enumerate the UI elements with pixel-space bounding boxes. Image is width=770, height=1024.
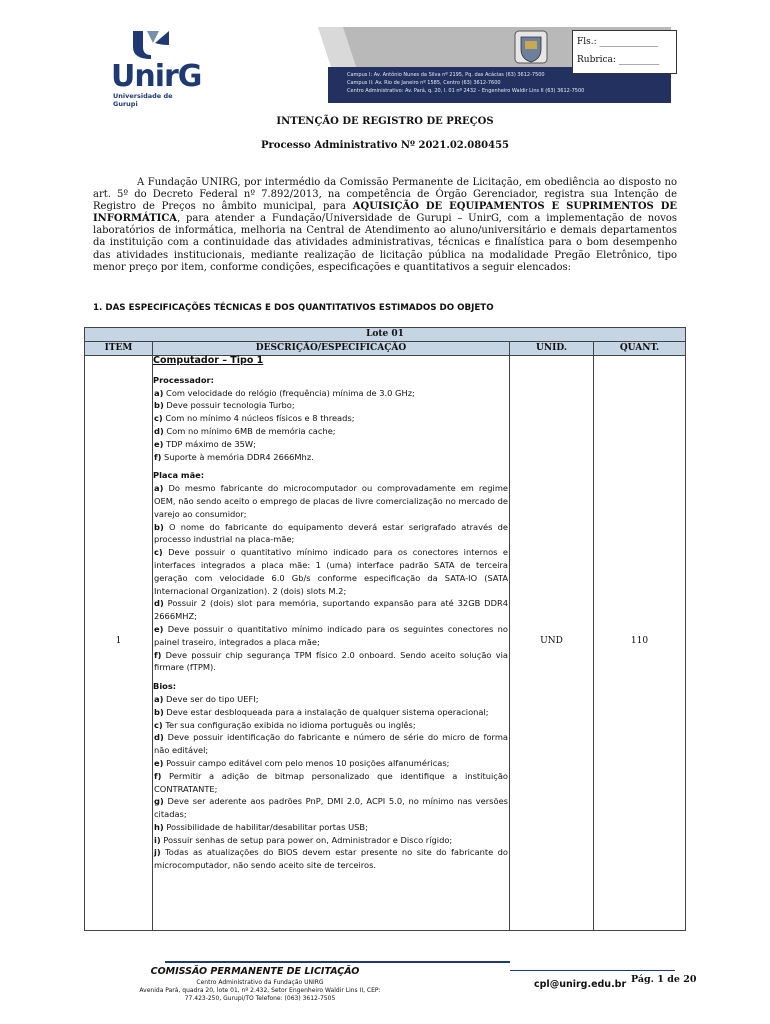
spec-item-key: d) (154, 425, 164, 436)
footer-line-1: Centro Administrativo da Fundação UNIRG (196, 979, 324, 986)
bios-heading: Bios: (153, 681, 177, 692)
spec-item-text: TDP máximo de 35W; (166, 438, 256, 449)
spec-item-key: d) (154, 732, 164, 743)
spec-item-key: b) (154, 521, 164, 532)
spec-item-text: Possibilidade de habilitar/desabilitar portas USB; (166, 821, 368, 832)
spec-item-text: Deve possuir o quantitativo mínimo indicado para os conectores internos e interfaces integrados a placa mãe: 1 (uma) interface padrão SATA de terceira geração com velocidade 6.0 Gb/s conforme especificação da SATA-IO (SATA Internacional Organization). 2 (dois) slots M.2; (154, 547, 508, 596)
footer-email: cpl@unirg.edu.br (534, 979, 627, 990)
unirg-logo (101, 29, 202, 108)
processor-spec-item (153, 438, 508, 451)
footer-line-3: 77.423-250, Gurupi/TO Telefone: (063) 3612-7505 (184, 995, 336, 1002)
item-number-cell: 1 (115, 636, 122, 646)
spec-item-text: Possuir campo editável com pelo menos 10 posições alfanuméricas; (166, 757, 450, 768)
spec-item-text: Deve ser do tipo UEFI; (166, 693, 259, 704)
spec-item-text: Possuir 2 (dois) slot para memória, suportando expansão para até 32GB DDR4 2666MHZ; (154, 598, 509, 622)
product-name: Computador – Tipo 1 (153, 355, 264, 366)
spec-item-text: Deve possuir o quantitativo mínimo indicado para os seguintes conectores no painel traseiro, integrados a placa mãe; (154, 623, 508, 647)
spec-item-text: Possuir senhas de setup para power on, Administrador e Disco rígido; (163, 834, 453, 845)
spec-item-key: h) (154, 821, 164, 832)
description-cell (153, 355, 508, 872)
processor-spec-item (153, 451, 508, 464)
spec-item-key: f) (154, 451, 162, 462)
spec-item-text: Com velocidade do relógio (frequência) mínima de 3.0 GHz; (166, 387, 415, 398)
bios-spec-item (153, 731, 508, 757)
motherboard-spec-item (153, 623, 508, 649)
processor-spec-item (153, 412, 508, 425)
bios-spec-item (153, 719, 508, 732)
spec-item-text: Ter sua configuração exibida no idioma português ou inglês; (165, 719, 416, 730)
processor-spec-item (153, 387, 508, 400)
processor-heading: Processador: (153, 374, 214, 385)
page-number: Pág. 1 de 20 (631, 974, 697, 985)
bios-spec-list (153, 693, 508, 872)
spec-item-key: c) (154, 413, 163, 424)
bios-spec-item (153, 757, 508, 770)
spec-item-text: Do mesmo fabricante do microcomputador ou comprovadamente em regime OEM, não sendo aceito o emprego de placas de livre comercialização no mercado de varejo ao consumidor; (154, 483, 509, 519)
motherboard-spec-item (153, 521, 508, 547)
footer-rule (510, 970, 675, 971)
intro-paragraph (93, 177, 677, 274)
specification-table (84, 327, 686, 931)
spec-item-key: f) (154, 770, 162, 781)
logo-mark-icon (131, 29, 171, 59)
processor-spec-item (153, 399, 508, 412)
address-line-1: Campus I: Av. Antônio Nunes da Silva nº 2195, Pq. das Acácias (63) 3612-7500 (347, 72, 545, 78)
address-line-3: Centro Administrativo: Av. Pará, q. 20, l. 01 nº 2432 – Engenheiro Waldir Lins II (63) 3612-7500 (347, 88, 585, 94)
logo-subtitle: Universidade de Gurupi (113, 92, 173, 108)
col-header-item: ITEM (85, 342, 152, 356)
bios-spec-item (153, 834, 508, 847)
spec-item-text: Deve estar desbloqueada para a instalação de qualquer sistema operacional; (166, 706, 489, 717)
spec-item-text: Permitir a adição de bitmap personalizado que identifique a instituição CONTRATANTE; (154, 770, 508, 794)
motherboard-spec-item (153, 546, 508, 597)
motherboard-spec-item (153, 597, 508, 623)
document-title: INTENÇÃO DE REGISTRO DE PREÇOS (276, 116, 494, 127)
bios-spec-item (153, 821, 508, 834)
bios-spec-item (153, 846, 508, 872)
folio-box (572, 30, 677, 74)
spec-item-key: e) (154, 757, 164, 768)
quantity-cell: 110 (630, 636, 649, 646)
spec-item-text: Todas as atualizações do BIOS devem estar presente no site do fabricante do microcomputador, não sendo aceito site de terceiros. (154, 847, 508, 871)
logo-text: UnirG (111, 59, 202, 94)
processor-spec-item (153, 425, 508, 438)
rubrica-label: Rubrica: _________ (577, 55, 660, 65)
bios-spec-item (153, 706, 508, 719)
intro-text-2: , para atender a Fundação/Universidade de Gurupi – UnirG, com a implementação de novos laboratórios de informática, melhoria na Central de Atendimento ao aluno/universitário e demais departamentos da instituição com a continuidade das atividades administrativas, técnicas e finalística para o bom desempenho das atividades institucionais, mediante realização de licitação pública na modalidade Pregão Eletrônico, tipo menor preço por item, conforme condições, especificações e quantitativos a seguir elencados: (93, 213, 677, 273)
col-header-unit: UNID. (510, 342, 593, 356)
unit-cell: UND (540, 636, 563, 646)
folio-label: Fls.: _____________ (577, 37, 658, 47)
spec-item-key: a) (154, 693, 164, 704)
spec-item-text: Deve possuir tecnologia Turbo; (166, 400, 295, 411)
footer-rule (165, 961, 510, 963)
spec-item-key: c) (154, 547, 163, 558)
spec-item-key: e) (154, 623, 164, 634)
process-number: Processo Administrativo Nº 2021.02.080455 (261, 140, 509, 151)
coat-of-arms-icon (513, 29, 549, 65)
spec-item-key: a) (154, 387, 164, 398)
footer-line-2: Avenida Pará, quadra 20, lote 01, nº 2.432, Setor Engenheiro Waldir Lins II, CEP: (139, 987, 381, 994)
spec-item-key: i) (154, 834, 161, 845)
spec-item-key: j) (154, 847, 161, 858)
spec-item-key: b) (154, 400, 164, 411)
spec-item-text: Deve possuir identificação do fabricante e número de série do micro de forma não editável; (154, 732, 508, 756)
section-heading: 1. DAS ESPECIFICAÇÕES TÉCNICAS E DOS QUANTITATIVOS ESTIMADOS DO OBJETO (93, 303, 494, 313)
spec-item-text: Suporte à memória DDR4 2666Mhz. (164, 451, 314, 462)
spec-item-text: O nome do fabricante do equipamento deverá estar serigrafado através de processo industrial na placa-mãe; (154, 521, 508, 545)
spec-item-key: c) (154, 719, 163, 730)
motherboard-heading: Placa mãe: (153, 470, 205, 481)
spec-item-key: b) (154, 706, 164, 717)
bios-spec-item (153, 693, 508, 706)
spec-item-text: Deve ser aderente aos padrões PnP, DMI 2.0, ACPI 5.0, no mínimo nas versões citadas; (154, 796, 509, 820)
processor-spec-list (153, 387, 508, 464)
intro-text-1: A Fundação UNIRG, por intermédio da Comissão Permanente de Licitação, em obediência ao disposto no art. 5º do Decreto Federal nº 7.892/2013, na competência de Órgão Gerenciador, registra sua Intenção de Registro de Preços no âmbito municipal, para (93, 177, 677, 213)
motherboard-spec-item (153, 649, 508, 675)
bios-spec-item (153, 770, 508, 796)
col-header-quantity: QUANT. (594, 342, 685, 356)
lote-header: Lote 01 (85, 328, 685, 342)
spec-item-text: Deve possuir chip segurança TPM físico 2.0 onboard. Sendo aceito solução via firmare (fTPM). (154, 649, 508, 673)
spec-item-key: e) (154, 438, 164, 449)
spec-item-key: g) (154, 796, 164, 807)
col-header-description: DESCRIÇÃO/ESPECIFICAÇÃO (153, 342, 509, 356)
spec-item-text: Com no mínimo 6MB de memória cache; (166, 425, 336, 436)
motherboard-spec-list (153, 482, 508, 674)
spec-item-text: Com no mínimo 4 núcleos físicos e 8 threads; (165, 413, 355, 424)
footer-title: COMISSÃO PERMANENTE DE LICITAÇÃO (150, 966, 360, 977)
motherboard-spec-item (153, 482, 508, 520)
address-line-2: Campus II: Av. Rio de Janeiro nº 1585, Centro (63) 3612-7600 (347, 80, 501, 86)
spec-item-key: f) (154, 649, 162, 660)
bios-spec-item (153, 795, 508, 821)
spec-item-key: a) (154, 483, 164, 494)
spec-item-key: d) (154, 598, 164, 609)
intro-object: AQUISIÇÃO DE EQUIPAMENTOS E SUPRIMENTOS DE INFORMÁTICA (93, 201, 677, 225)
